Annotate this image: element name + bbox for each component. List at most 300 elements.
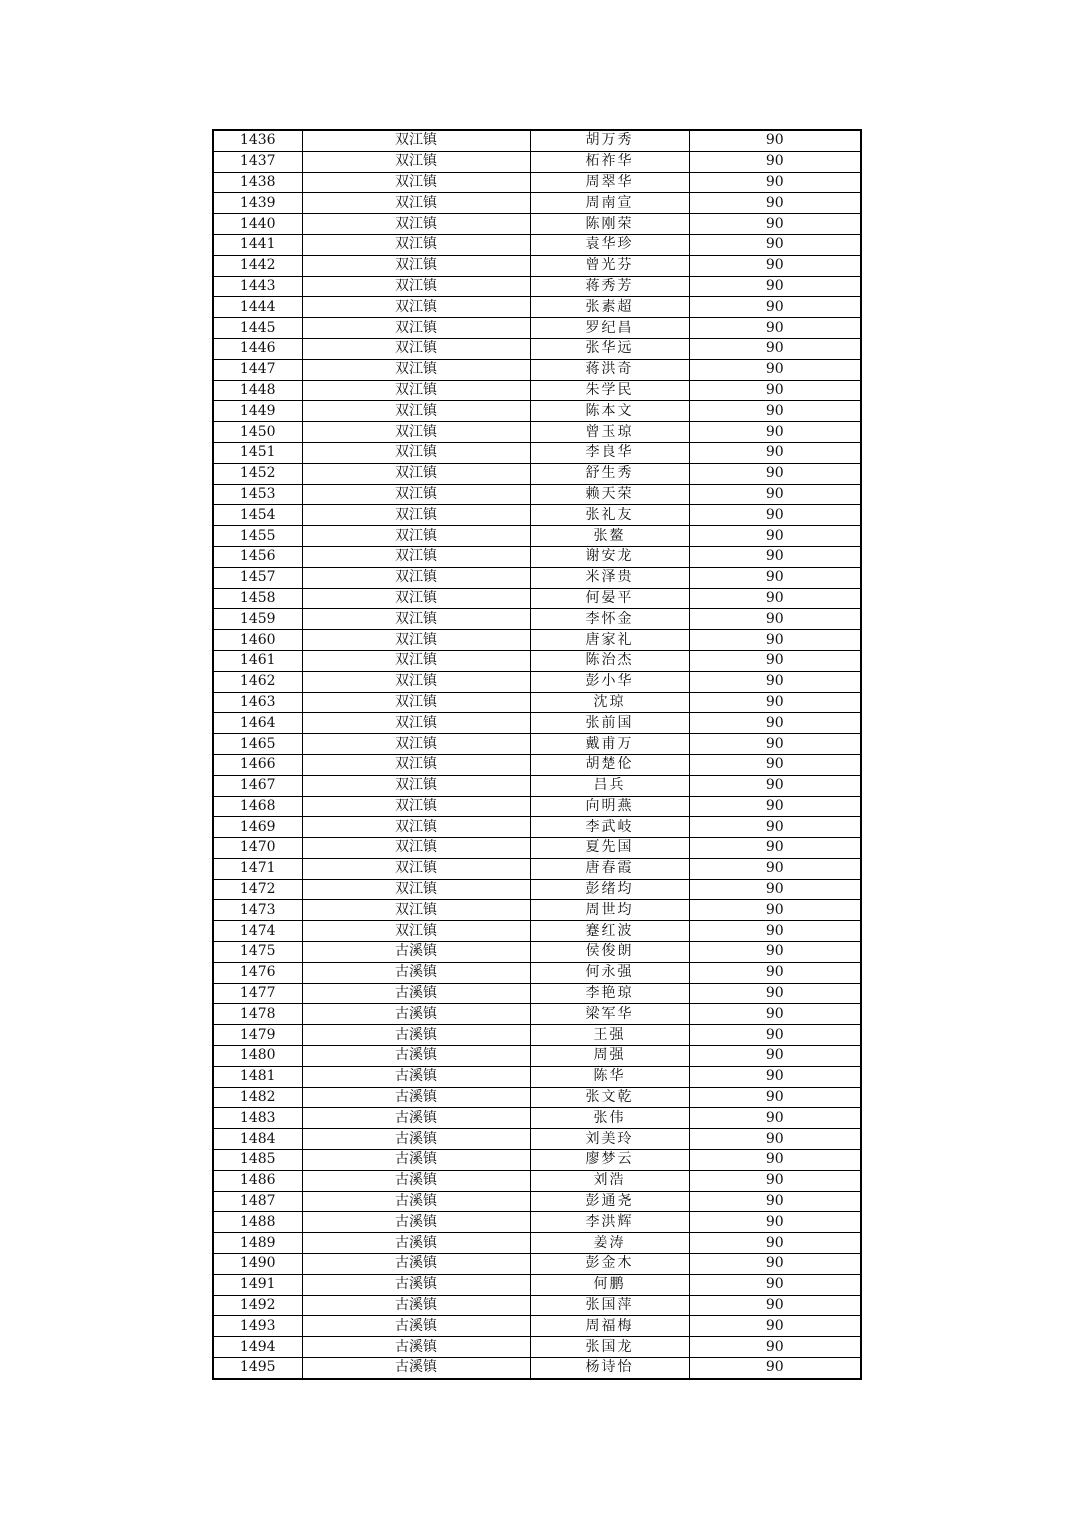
table-row bbox=[213, 1025, 861, 1046]
row-number-cell: 1452 bbox=[213, 463, 302, 484]
score-cell: 90 bbox=[689, 463, 861, 484]
person-name-cell: 李良华 bbox=[530, 442, 689, 463]
table-row bbox=[213, 962, 861, 983]
town-cell: 古溪镇 bbox=[302, 1358, 530, 1379]
score-cell: 90 bbox=[689, 1004, 861, 1025]
person-name-cell: 谢安龙 bbox=[530, 546, 689, 567]
row-number-cell: 1441 bbox=[213, 234, 302, 255]
score-cell: 90 bbox=[689, 671, 861, 692]
town-cell: 双江镇 bbox=[302, 858, 530, 879]
person-name-cell: 李艳琼 bbox=[530, 983, 689, 1004]
row-number-cell: 1488 bbox=[213, 1212, 302, 1233]
town-cell: 古溪镇 bbox=[302, 1295, 530, 1316]
table-row bbox=[213, 546, 861, 567]
town-cell: 古溪镇 bbox=[302, 1129, 530, 1150]
person-name-cell: 周福梅 bbox=[530, 1316, 689, 1337]
town-cell: 古溪镇 bbox=[302, 1274, 530, 1295]
town-cell: 双江镇 bbox=[302, 692, 530, 713]
table-row bbox=[213, 671, 861, 692]
row-number-cell: 1493 bbox=[213, 1316, 302, 1337]
town-cell: 古溪镇 bbox=[302, 1066, 530, 1087]
town-cell: 双江镇 bbox=[302, 817, 530, 838]
person-name-cell: 朱学民 bbox=[530, 380, 689, 401]
table-row bbox=[213, 193, 861, 214]
score-cell: 90 bbox=[689, 1129, 861, 1150]
table-row bbox=[213, 1170, 861, 1191]
table-row bbox=[213, 526, 861, 547]
row-number-cell: 1437 bbox=[213, 151, 302, 172]
row-number-cell: 1478 bbox=[213, 1004, 302, 1025]
table-row bbox=[213, 1129, 861, 1150]
score-cell: 90 bbox=[689, 1358, 861, 1379]
score-cell: 90 bbox=[689, 858, 861, 879]
row-number-cell: 1443 bbox=[213, 276, 302, 297]
row-number-cell: 1459 bbox=[213, 609, 302, 630]
score-cell: 90 bbox=[689, 1066, 861, 1087]
row-number-cell: 1468 bbox=[213, 796, 302, 817]
person-name-cell: 何晏平 bbox=[530, 588, 689, 609]
town-cell: 双江镇 bbox=[302, 671, 530, 692]
town-cell: 双江镇 bbox=[302, 921, 530, 942]
row-number-cell: 1462 bbox=[213, 671, 302, 692]
person-name-cell: 舒生秀 bbox=[530, 463, 689, 484]
score-cell: 90 bbox=[689, 567, 861, 588]
score-cell: 90 bbox=[689, 1170, 861, 1191]
table-row bbox=[213, 1316, 861, 1337]
score-cell: 90 bbox=[689, 1233, 861, 1254]
row-number-cell: 1482 bbox=[213, 1087, 302, 1108]
town-cell: 双江镇 bbox=[302, 359, 530, 380]
table-row bbox=[213, 900, 861, 921]
table-row bbox=[213, 796, 861, 817]
table-row bbox=[213, 692, 861, 713]
town-cell: 双江镇 bbox=[302, 588, 530, 609]
town-cell: 双江镇 bbox=[302, 900, 530, 921]
table-row bbox=[213, 422, 861, 443]
score-cell: 90 bbox=[689, 297, 861, 318]
town-cell: 双江镇 bbox=[302, 463, 530, 484]
table-row bbox=[213, 879, 861, 900]
person-name-cell: 刘美玲 bbox=[530, 1129, 689, 1150]
row-number-cell: 1447 bbox=[213, 359, 302, 380]
row-number-cell: 1457 bbox=[213, 567, 302, 588]
row-number-cell: 1445 bbox=[213, 318, 302, 339]
town-cell: 双江镇 bbox=[302, 255, 530, 276]
town-cell: 古溪镇 bbox=[302, 1191, 530, 1212]
person-name-cell: 彭绪均 bbox=[530, 879, 689, 900]
table-row bbox=[213, 734, 861, 755]
row-number-cell: 1450 bbox=[213, 422, 302, 443]
row-number-cell: 1467 bbox=[213, 775, 302, 796]
row-number-cell: 1458 bbox=[213, 588, 302, 609]
roster-table-body bbox=[213, 130, 861, 1379]
table-row bbox=[213, 1066, 861, 1087]
score-cell: 90 bbox=[689, 879, 861, 900]
score-cell: 90 bbox=[689, 609, 861, 630]
table-row bbox=[213, 1358, 861, 1379]
person-name-cell: 陈本文 bbox=[530, 401, 689, 422]
person-name-cell: 李怀金 bbox=[530, 609, 689, 630]
score-cell: 90 bbox=[689, 1274, 861, 1295]
score-cell: 90 bbox=[689, 983, 861, 1004]
row-number-cell: 1477 bbox=[213, 983, 302, 1004]
town-cell: 古溪镇 bbox=[302, 1233, 530, 1254]
score-cell: 90 bbox=[689, 234, 861, 255]
score-cell: 90 bbox=[689, 1316, 861, 1337]
table-row bbox=[213, 713, 861, 734]
score-cell: 90 bbox=[689, 172, 861, 193]
person-name-cell: 蒋秀芳 bbox=[530, 276, 689, 297]
row-number-cell: 1489 bbox=[213, 1233, 302, 1254]
score-cell: 90 bbox=[689, 692, 861, 713]
score-cell: 90 bbox=[689, 526, 861, 547]
person-name-cell: 陈华 bbox=[530, 1066, 689, 1087]
person-name-cell: 周强 bbox=[530, 1046, 689, 1067]
row-number-cell: 1471 bbox=[213, 858, 302, 879]
person-name-cell: 柘祚华 bbox=[530, 151, 689, 172]
row-number-cell: 1476 bbox=[213, 962, 302, 983]
row-number-cell: 1479 bbox=[213, 1025, 302, 1046]
town-cell: 双江镇 bbox=[302, 151, 530, 172]
row-number-cell: 1455 bbox=[213, 526, 302, 547]
person-name-cell: 曾光芬 bbox=[530, 255, 689, 276]
person-name-cell: 胡万秀 bbox=[530, 130, 689, 151]
table-row bbox=[213, 1212, 861, 1233]
score-cell: 90 bbox=[689, 359, 861, 380]
row-number-cell: 1454 bbox=[213, 505, 302, 526]
town-cell: 双江镇 bbox=[302, 796, 530, 817]
person-name-cell: 张前国 bbox=[530, 713, 689, 734]
row-number-cell: 1484 bbox=[213, 1129, 302, 1150]
row-number-cell: 1444 bbox=[213, 297, 302, 318]
town-cell: 双江镇 bbox=[302, 526, 530, 547]
person-name-cell: 张伟 bbox=[530, 1108, 689, 1129]
table-row bbox=[213, 234, 861, 255]
row-number-cell: 1448 bbox=[213, 380, 302, 401]
row-number-cell: 1440 bbox=[213, 214, 302, 235]
score-cell: 90 bbox=[689, 900, 861, 921]
table-row bbox=[213, 1337, 861, 1358]
person-name-cell: 杨诗怡 bbox=[530, 1358, 689, 1379]
roster-table bbox=[212, 129, 862, 1380]
table-row bbox=[213, 838, 861, 859]
town-cell: 双江镇 bbox=[302, 609, 530, 630]
table-row bbox=[213, 151, 861, 172]
row-number-cell: 1466 bbox=[213, 754, 302, 775]
table-row bbox=[213, 650, 861, 671]
row-number-cell: 1463 bbox=[213, 692, 302, 713]
score-cell: 90 bbox=[689, 817, 861, 838]
row-number-cell: 1472 bbox=[213, 879, 302, 900]
score-cell: 90 bbox=[689, 1212, 861, 1233]
score-cell: 90 bbox=[689, 214, 861, 235]
score-cell: 90 bbox=[689, 130, 861, 151]
score-cell: 90 bbox=[689, 942, 861, 963]
town-cell: 双江镇 bbox=[302, 234, 530, 255]
table-row bbox=[213, 380, 861, 401]
town-cell: 双江镇 bbox=[302, 442, 530, 463]
table-row bbox=[213, 1191, 861, 1212]
town-cell: 双江镇 bbox=[302, 130, 530, 151]
score-cell: 90 bbox=[689, 442, 861, 463]
row-number-cell: 1480 bbox=[213, 1046, 302, 1067]
row-number-cell: 1442 bbox=[213, 255, 302, 276]
table-row bbox=[213, 401, 861, 422]
row-number-cell: 1490 bbox=[213, 1254, 302, 1275]
score-cell: 90 bbox=[689, 422, 861, 443]
row-number-cell: 1492 bbox=[213, 1295, 302, 1316]
person-name-cell: 姜涛 bbox=[530, 1233, 689, 1254]
person-name-cell: 陈治杰 bbox=[530, 650, 689, 671]
town-cell: 双江镇 bbox=[302, 193, 530, 214]
row-number-cell: 1483 bbox=[213, 1108, 302, 1129]
row-number-cell: 1473 bbox=[213, 900, 302, 921]
person-name-cell: 夏先国 bbox=[530, 838, 689, 859]
score-cell: 90 bbox=[689, 754, 861, 775]
table-row bbox=[213, 484, 861, 505]
person-name-cell: 李武岐 bbox=[530, 817, 689, 838]
town-cell: 古溪镇 bbox=[302, 1108, 530, 1129]
town-cell: 双江镇 bbox=[302, 879, 530, 900]
person-name-cell: 侯俊朗 bbox=[530, 942, 689, 963]
town-cell: 双江镇 bbox=[302, 567, 530, 588]
person-name-cell: 梁军华 bbox=[530, 1004, 689, 1025]
town-cell: 双江镇 bbox=[302, 297, 530, 318]
row-number-cell: 1439 bbox=[213, 193, 302, 214]
score-cell: 90 bbox=[689, 962, 861, 983]
score-cell: 90 bbox=[689, 546, 861, 567]
table-row bbox=[213, 1108, 861, 1129]
score-cell: 90 bbox=[689, 1025, 861, 1046]
table-row bbox=[213, 463, 861, 484]
person-name-cell: 吕兵 bbox=[530, 775, 689, 796]
row-number-cell: 1464 bbox=[213, 713, 302, 734]
score-cell: 90 bbox=[689, 796, 861, 817]
town-cell: 双江镇 bbox=[302, 422, 530, 443]
score-cell: 90 bbox=[689, 1295, 861, 1316]
row-number-cell: 1436 bbox=[213, 130, 302, 151]
person-name-cell: 彭通尧 bbox=[530, 1191, 689, 1212]
table-row bbox=[213, 442, 861, 463]
town-cell: 双江镇 bbox=[302, 380, 530, 401]
town-cell: 双江镇 bbox=[302, 172, 530, 193]
table-row bbox=[213, 359, 861, 380]
row-number-cell: 1456 bbox=[213, 546, 302, 567]
table-row bbox=[213, 1233, 861, 1254]
row-number-cell: 1470 bbox=[213, 838, 302, 859]
table-row bbox=[213, 1254, 861, 1275]
town-cell: 古溪镇 bbox=[302, 1046, 530, 1067]
score-cell: 90 bbox=[689, 921, 861, 942]
town-cell: 古溪镇 bbox=[302, 1316, 530, 1337]
row-number-cell: 1486 bbox=[213, 1170, 302, 1191]
table-row bbox=[213, 754, 861, 775]
row-number-cell: 1481 bbox=[213, 1066, 302, 1087]
score-cell: 90 bbox=[689, 151, 861, 172]
town-cell: 双江镇 bbox=[302, 754, 530, 775]
person-name-cell: 何永强 bbox=[530, 962, 689, 983]
person-name-cell: 彭小华 bbox=[530, 671, 689, 692]
town-cell: 双江镇 bbox=[302, 713, 530, 734]
table-row bbox=[213, 921, 861, 942]
town-cell: 古溪镇 bbox=[302, 1004, 530, 1025]
person-name-cell: 曾玉琼 bbox=[530, 422, 689, 443]
score-cell: 90 bbox=[689, 401, 861, 422]
score-cell: 90 bbox=[689, 1087, 861, 1108]
score-cell: 90 bbox=[689, 193, 861, 214]
town-cell: 双江镇 bbox=[302, 650, 530, 671]
table-row bbox=[213, 297, 861, 318]
row-number-cell: 1485 bbox=[213, 1150, 302, 1171]
score-cell: 90 bbox=[689, 505, 861, 526]
table-row bbox=[213, 214, 861, 235]
score-cell: 90 bbox=[689, 1191, 861, 1212]
person-name-cell: 张鳌 bbox=[530, 526, 689, 547]
score-cell: 90 bbox=[689, 1254, 861, 1275]
town-cell: 双江镇 bbox=[302, 318, 530, 339]
town-cell: 双江镇 bbox=[302, 505, 530, 526]
score-cell: 90 bbox=[689, 775, 861, 796]
person-name-cell: 张华远 bbox=[530, 338, 689, 359]
town-cell: 双江镇 bbox=[302, 775, 530, 796]
row-number-cell: 1494 bbox=[213, 1337, 302, 1358]
table-row bbox=[213, 817, 861, 838]
person-name-cell: 张礼友 bbox=[530, 505, 689, 526]
score-cell: 90 bbox=[689, 276, 861, 297]
town-cell: 双江镇 bbox=[302, 401, 530, 422]
table-row bbox=[213, 588, 861, 609]
table-row bbox=[213, 609, 861, 630]
person-name-cell: 向明燕 bbox=[530, 796, 689, 817]
row-number-cell: 1465 bbox=[213, 734, 302, 755]
town-cell: 古溪镇 bbox=[302, 1337, 530, 1358]
score-cell: 90 bbox=[689, 318, 861, 339]
row-number-cell: 1469 bbox=[213, 817, 302, 838]
person-name-cell: 张国龙 bbox=[530, 1337, 689, 1358]
table-row bbox=[213, 1004, 861, 1025]
person-name-cell: 周翠华 bbox=[530, 172, 689, 193]
town-cell: 古溪镇 bbox=[302, 983, 530, 1004]
person-name-cell: 袁华珍 bbox=[530, 234, 689, 255]
person-name-cell: 周世均 bbox=[530, 900, 689, 921]
score-cell: 90 bbox=[689, 484, 861, 505]
person-name-cell: 戴甫万 bbox=[530, 734, 689, 755]
person-name-cell: 蹇红波 bbox=[530, 921, 689, 942]
town-cell: 古溪镇 bbox=[302, 1150, 530, 1171]
row-number-cell: 1446 bbox=[213, 338, 302, 359]
table-row bbox=[213, 567, 861, 588]
person-name-cell: 唐春霞 bbox=[530, 858, 689, 879]
town-cell: 双江镇 bbox=[302, 276, 530, 297]
row-number-cell: 1461 bbox=[213, 650, 302, 671]
table-row bbox=[213, 1150, 861, 1171]
town-cell: 古溪镇 bbox=[302, 1212, 530, 1233]
score-cell: 90 bbox=[689, 713, 861, 734]
table-row bbox=[213, 505, 861, 526]
town-cell: 双江镇 bbox=[302, 338, 530, 359]
person-name-cell: 李洪辉 bbox=[530, 1212, 689, 1233]
table-row bbox=[213, 255, 861, 276]
score-cell: 90 bbox=[689, 1108, 861, 1129]
person-name-cell: 张文乾 bbox=[530, 1087, 689, 1108]
person-name-cell: 沈琼 bbox=[530, 692, 689, 713]
table-row bbox=[213, 130, 861, 151]
score-cell: 90 bbox=[689, 588, 861, 609]
score-cell: 90 bbox=[689, 1337, 861, 1358]
score-cell: 90 bbox=[689, 1046, 861, 1067]
town-cell: 双江镇 bbox=[302, 838, 530, 859]
person-name-cell: 罗纪昌 bbox=[530, 318, 689, 339]
person-name-cell: 张国萍 bbox=[530, 1295, 689, 1316]
score-cell: 90 bbox=[689, 734, 861, 755]
row-number-cell: 1491 bbox=[213, 1274, 302, 1295]
table-row bbox=[213, 942, 861, 963]
person-name-cell: 何鹏 bbox=[530, 1274, 689, 1295]
person-name-cell: 廖梦云 bbox=[530, 1150, 689, 1171]
score-cell: 90 bbox=[689, 380, 861, 401]
row-number-cell: 1495 bbox=[213, 1358, 302, 1379]
row-number-cell: 1475 bbox=[213, 942, 302, 963]
row-number-cell: 1487 bbox=[213, 1191, 302, 1212]
table-row bbox=[213, 172, 861, 193]
town-cell: 古溪镇 bbox=[302, 1254, 530, 1275]
person-name-cell: 张素超 bbox=[530, 297, 689, 318]
table-row bbox=[213, 1046, 861, 1067]
town-cell: 古溪镇 bbox=[302, 942, 530, 963]
table-row bbox=[213, 1087, 861, 1108]
table-row bbox=[213, 276, 861, 297]
town-cell: 古溪镇 bbox=[302, 1087, 530, 1108]
row-number-cell: 1460 bbox=[213, 630, 302, 651]
table-row bbox=[213, 1295, 861, 1316]
town-cell: 双江镇 bbox=[302, 484, 530, 505]
town-cell: 古溪镇 bbox=[302, 962, 530, 983]
person-name-cell: 刘浩 bbox=[530, 1170, 689, 1191]
table-row bbox=[213, 630, 861, 651]
score-cell: 90 bbox=[689, 650, 861, 671]
table-row bbox=[213, 983, 861, 1004]
score-cell: 90 bbox=[689, 1150, 861, 1171]
score-cell: 90 bbox=[689, 338, 861, 359]
town-cell: 双江镇 bbox=[302, 630, 530, 651]
table-row bbox=[213, 775, 861, 796]
row-number-cell: 1474 bbox=[213, 921, 302, 942]
person-name-cell: 陈刚荣 bbox=[530, 214, 689, 235]
person-name-cell: 王强 bbox=[530, 1025, 689, 1046]
table-row bbox=[213, 1274, 861, 1295]
row-number-cell: 1451 bbox=[213, 442, 302, 463]
person-name-cell: 唐家礼 bbox=[530, 630, 689, 651]
row-number-cell: 1438 bbox=[213, 172, 302, 193]
person-name-cell: 周南宣 bbox=[530, 193, 689, 214]
town-cell: 双江镇 bbox=[302, 214, 530, 235]
person-name-cell: 胡楚伦 bbox=[530, 754, 689, 775]
score-cell: 90 bbox=[689, 255, 861, 276]
table-row bbox=[213, 318, 861, 339]
person-name-cell: 蒋洪奇 bbox=[530, 359, 689, 380]
score-cell: 90 bbox=[689, 630, 861, 651]
town-cell: 双江镇 bbox=[302, 734, 530, 755]
town-cell: 双江镇 bbox=[302, 546, 530, 567]
row-number-cell: 1449 bbox=[213, 401, 302, 422]
town-cell: 古溪镇 bbox=[302, 1170, 530, 1191]
table-row bbox=[213, 338, 861, 359]
person-name-cell: 赖天荣 bbox=[530, 484, 689, 505]
person-name-cell: 米泽贵 bbox=[530, 567, 689, 588]
score-cell: 90 bbox=[689, 838, 861, 859]
table-row bbox=[213, 858, 861, 879]
row-number-cell: 1453 bbox=[213, 484, 302, 505]
